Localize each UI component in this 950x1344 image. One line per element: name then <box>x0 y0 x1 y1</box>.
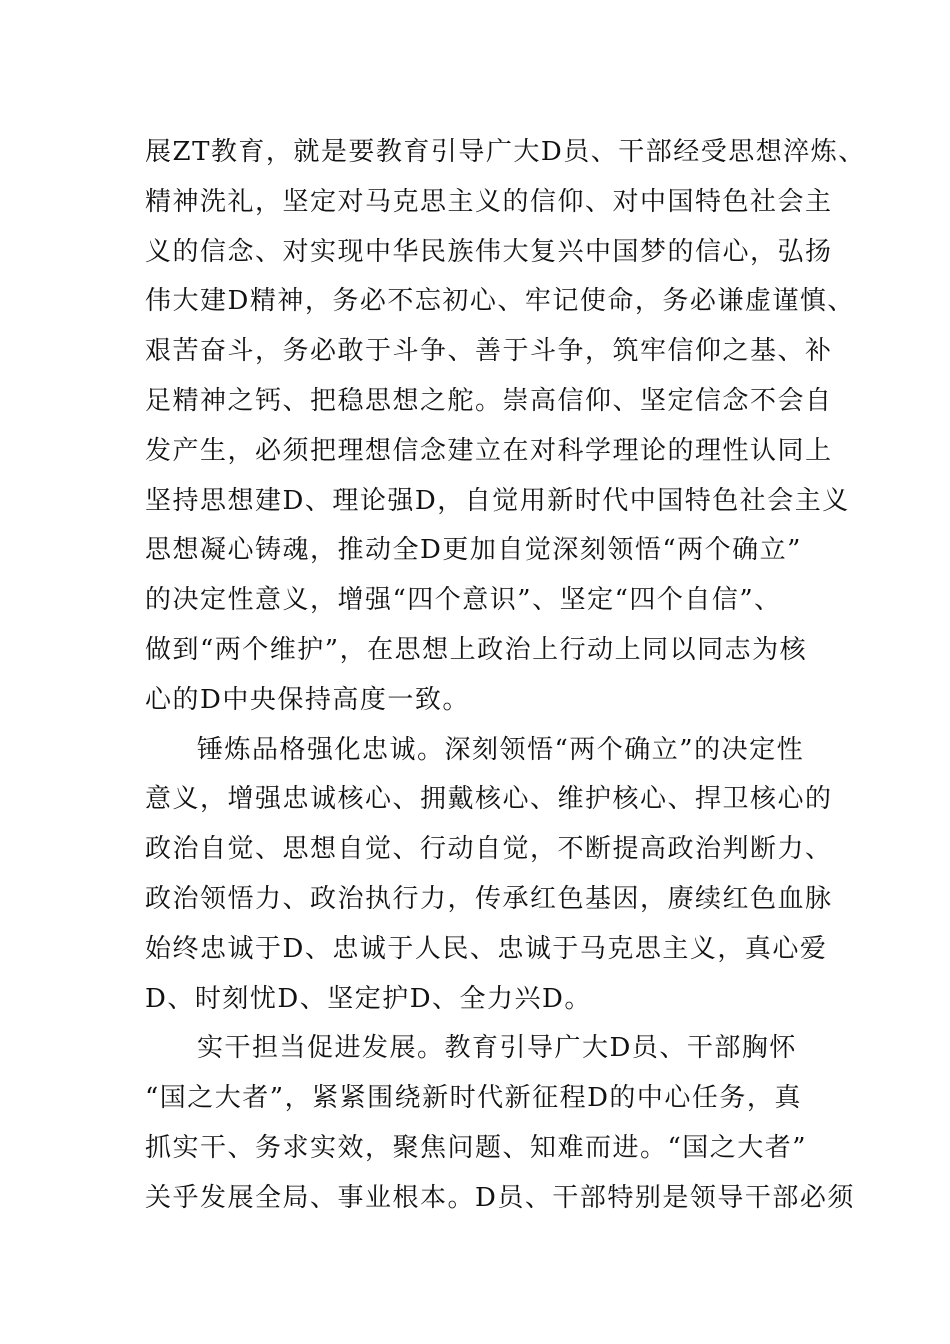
paragraph-line: 政治领悟力、政治执行力，传承红色基因，赓续红色血脉 <box>145 883 833 914</box>
paragraph-line: 关乎发展全局、事业根本。D员、干部特别是领导干部必须 <box>145 1182 855 1213</box>
paragraph-line: 艰苦奋斗，务必敢于斗争、善于斗争，筑牢信仰之基、补 <box>145 336 833 367</box>
paragraph-1 <box>145 128 866 726</box>
paragraph-line: 精神洗礼，坚定对马克思主义的信仰、对中国特色社会主 <box>145 186 833 217</box>
paragraph-line: 坚持思想建D、理论强D，自觉用新时代中国特色社会主义 <box>145 485 850 516</box>
paragraph-line: 政治自觉、思想自觉、行动自觉，不断提高政治判断力、 <box>145 834 833 865</box>
paragraph-line: 意义，增强忠诚核心、拥戴核心、维护核心、捍卫核心的 <box>145 784 833 815</box>
paragraph-line: D、时刻忧D、坚定护D、全力兴D。 <box>145 983 592 1014</box>
paragraph-line: 始终忠诚于D、忠诚于人民、忠诚于马克思主义，真心爱 <box>145 933 828 964</box>
paragraph-line: 的决定性意义，增强“四个意识”、坚定“四个自信”、 <box>145 585 782 616</box>
paragraph-line: 思想凝心铸魂，推动全D更加自觉深刻领悟“两个确立” <box>145 535 802 566</box>
paragraph-line: “国之大者”，紧紧围绕新时代新征程D的中心任务，真 <box>145 1083 802 1114</box>
paragraph-line: 做到“两个维护”，在思想上政治上行动上同以同志为核 <box>145 634 808 665</box>
paragraph-line: 发产生，必须把理想信念建立在对科学理论的理性认同上 <box>145 435 833 466</box>
paragraph-line: 伟大建D精神，务必不忘初心、牢记使命，务必谦虚谨慎、 <box>145 286 855 317</box>
paragraph-line: 展ZT教育，就是要教育引导广大D员、干部经受思想淬炼、 <box>145 137 866 167</box>
paragraph-line: 抓实干、务求实效，聚焦问题、知难而进。“国之大者” <box>145 1132 808 1163</box>
paragraph-first-line: 实干担当促进发展。教育引导广大D员、干部胸怀 <box>197 1033 797 1064</box>
document-body <box>145 128 866 1224</box>
paragraph-3 <box>145 1024 855 1223</box>
paragraph-line: 足精神之钙、把稳思想之舵。崇高信仰、坚定信念不会自 <box>145 385 833 416</box>
paragraph-2 <box>145 726 835 1025</box>
paragraph-line: 心的D中央保持高度一致。 <box>145 684 470 715</box>
paragraph-line: 义的信念、对实现中华民族伟大复兴中国梦的信心，弘扬 <box>145 236 833 267</box>
paragraph-first-line: 锤炼品格强化忠诚。深刻领悟“两个确立”的决定性 <box>197 734 805 765</box>
